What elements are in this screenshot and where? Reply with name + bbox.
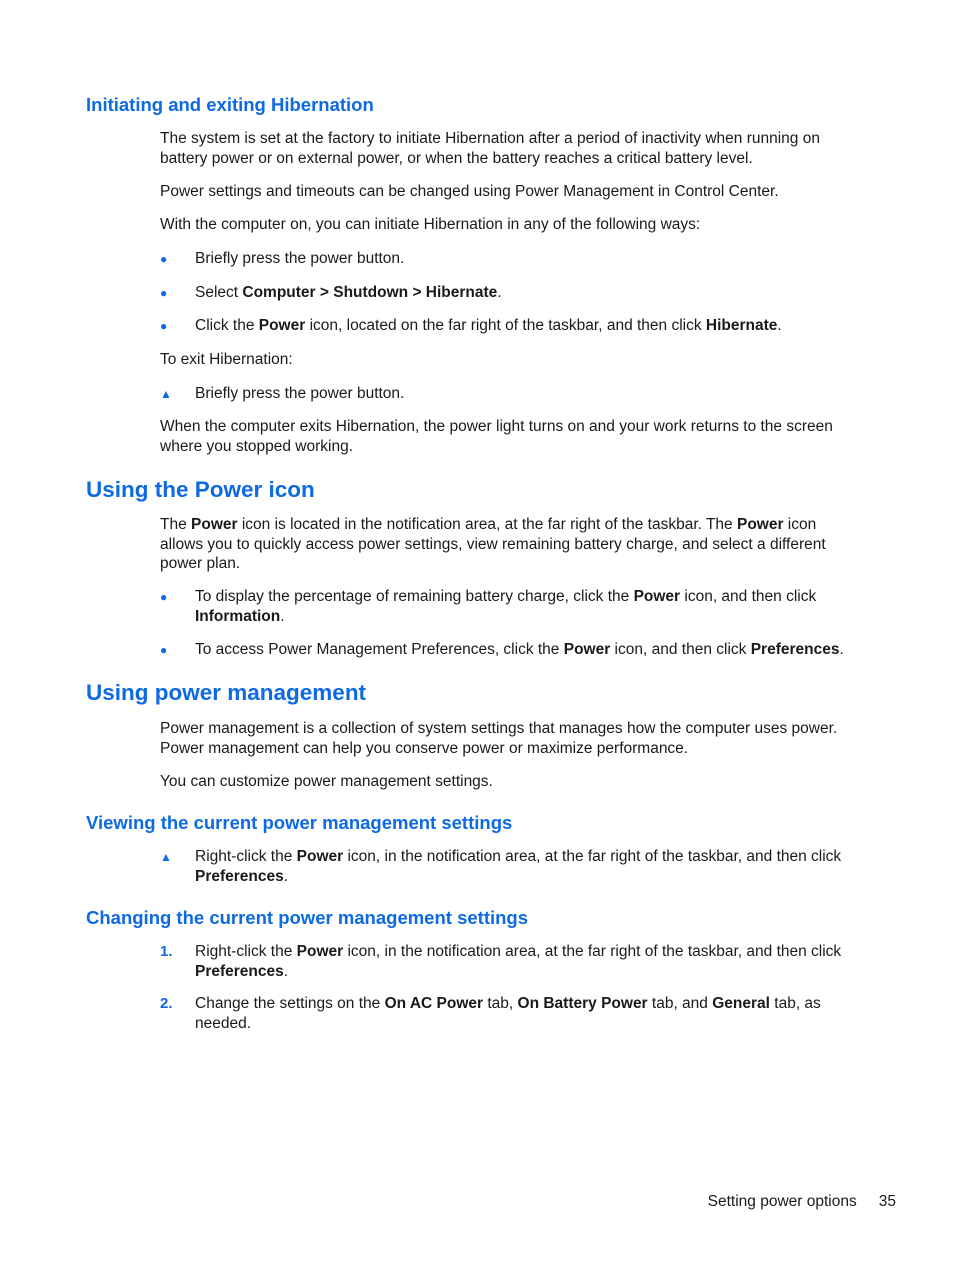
subsection-heading-viewing: Viewing the current power management settings [86,812,513,833]
page-footer [708,1192,896,1212]
section-heading-hibernation: Initiating and exiting Hibernation [86,94,374,115]
paragraph: The Power icon is located in the notification area, at the far right of the taskbar. The Power icon allows you to quickly access power settings, view remaining battery charge, and select a different power plan. [160,516,826,572]
section-heading-power-icon: Using the Power icon [86,477,315,502]
section-heading-power-management: Using power management [86,680,367,705]
bullet-icon: ● [160,252,168,266]
page-number: 35 [878,1193,896,1210]
triangle-icon: ▲ [160,387,172,401]
bullet-icon: ● [160,643,168,657]
paragraph: When the computer exits Hibernation, the power light turns on and your work returns to the screen where you stopped working. [160,418,833,455]
paragraph: Power management is a collection of system settings that manages how the computer uses power. Power management can help you conserve power or maximize performance. [160,720,838,757]
bullet-icon: ● [160,286,168,300]
step-number: 2. [160,995,173,1012]
paragraph: With the computer on, you can initiate Hibernation in any of the following ways: [160,216,701,233]
paragraph: Power settings and timeouts can be changed using Power Management in Control Center. [160,183,779,200]
triangle-icon: ▲ [160,850,172,864]
paragraph: To exit Hibernation: [160,351,293,368]
bullet-icon: ● [160,319,168,333]
paragraph: You can customize power management settings. [160,773,493,790]
footer-chapter: Setting power options [707,1193,857,1210]
step-number: 1. [160,943,173,960]
paragraph: The system is set at the factory to initiate Hibernation after a period of inactivity when running on battery power or on external power, or when the battery reaches a critical battery level. [160,130,820,167]
subsection-heading-changing: Changing the current power management settings [86,907,529,928]
bullet-icon: ● [160,590,168,604]
